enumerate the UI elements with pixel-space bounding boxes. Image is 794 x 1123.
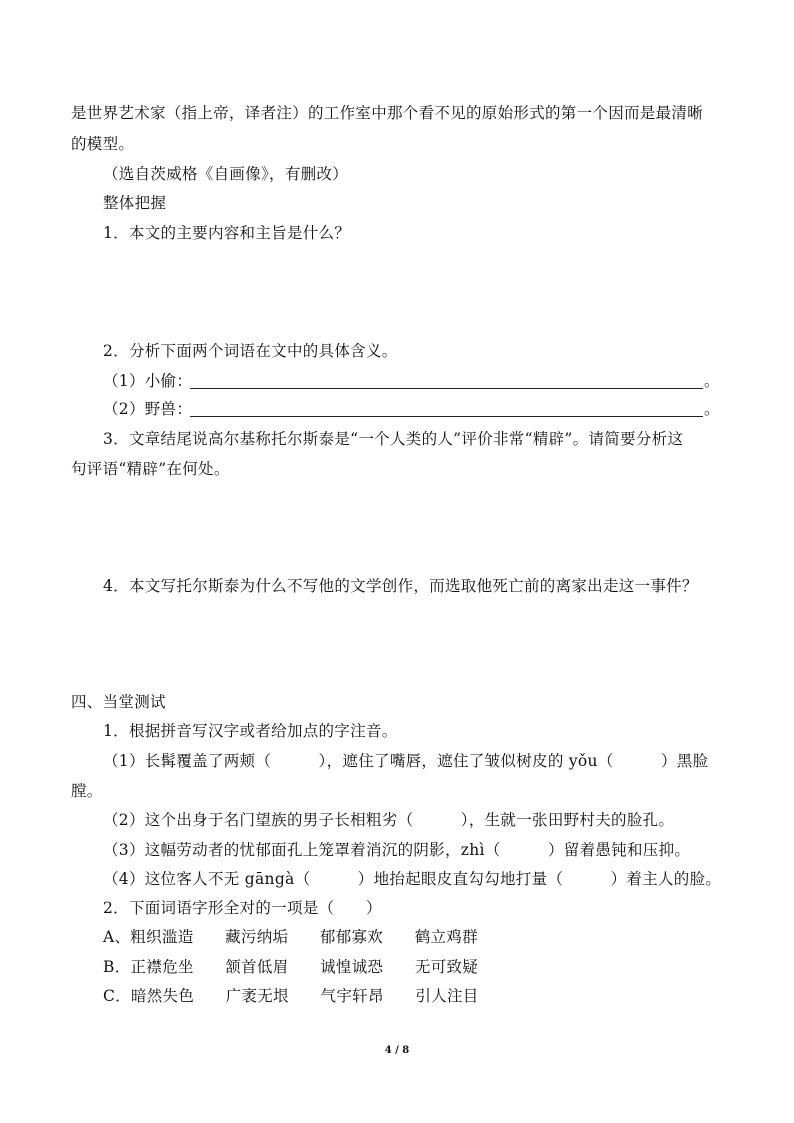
q2-item-2-answer-line[interactable] <box>190 416 703 417</box>
test-item-2: （2）这个出身于名门望族的男子长相粗劣（ ），生就一张田野村夫的脸孔。 <box>103 811 675 829</box>
question-2: 2．分析下面两个词语在文中的具体含义。 <box>103 342 398 360</box>
section-heading-test: 四、当堂测试 <box>71 693 166 711</box>
test-item-4: （4）这位客人不无 gāngà（ ）地抬起眼皮直勾勾地打量（ ）着主人的脸。 <box>103 870 722 888</box>
question-3-line-1: 3．文章结尾说高尔基称托尔斯泰是“一个人类的人”评价非常“精辟”。请简要分析这 <box>103 430 684 448</box>
page-number: 4 / 8 <box>384 1045 410 1056</box>
test-item-1-line-2: 膛。 <box>71 782 103 800</box>
option-b: B．正襟危坐 颔首低眉 诚惶诚恐 无可致疑 <box>103 958 479 976</box>
q2-item-1-period: 。 <box>704 372 720 390</box>
question-3-line-2: 句评语“精辟”在何处。 <box>71 460 230 478</box>
passage-line-1: 是世界艺术家（指上帝，译者注）的工作室中那个看不见的原始形式的第一个因而是最清晰 <box>71 104 704 122</box>
option-a: A、粗织滥造 藏污纳垢 郁郁寡欢 鹤立鸡群 <box>103 928 478 946</box>
passage-source: （选自茨威格《自画像》，有删改） <box>103 165 349 183</box>
passage-line-2: 的模型。 <box>71 135 135 153</box>
test-question-2: 2．下面词语字形全对的一项是（ ） <box>103 899 382 917</box>
q2-item-1-answer-line[interactable] <box>190 388 703 389</box>
question-1: 1．本文的主要内容和主旨是什么？ <box>103 224 351 242</box>
question-4: 4．本文写托尔斯泰为什么不写他的文学创作，而选取他死亡前的离家出走这一事件？ <box>103 577 698 595</box>
q2-item-2-period: 。 <box>704 400 720 418</box>
section-heading-overall: 整体把握 <box>103 194 167 212</box>
q2-item-1-label: （1）小偷： <box>103 372 193 390</box>
option-c: C．暗然失色 广袤无垠 气宇轩昂 引人注目 <box>103 987 479 1005</box>
q2-item-2-label: （2）野兽： <box>103 400 193 418</box>
test-item-1-line-1: （1）长髯覆盖了两颊（ ），遮住了嘴唇，遮住了皱似树皮的 yǒu（ ）黑脸 <box>103 752 709 770</box>
test-item-3: （3）这幅劳动者的忧郁面孔上笼罩着消沉的阴影，zhì（ ）留着愚钝和压抑。 <box>103 841 691 859</box>
test-question-1: 1．根据拼音写汉字或者给加点的字注音。 <box>103 722 398 740</box>
